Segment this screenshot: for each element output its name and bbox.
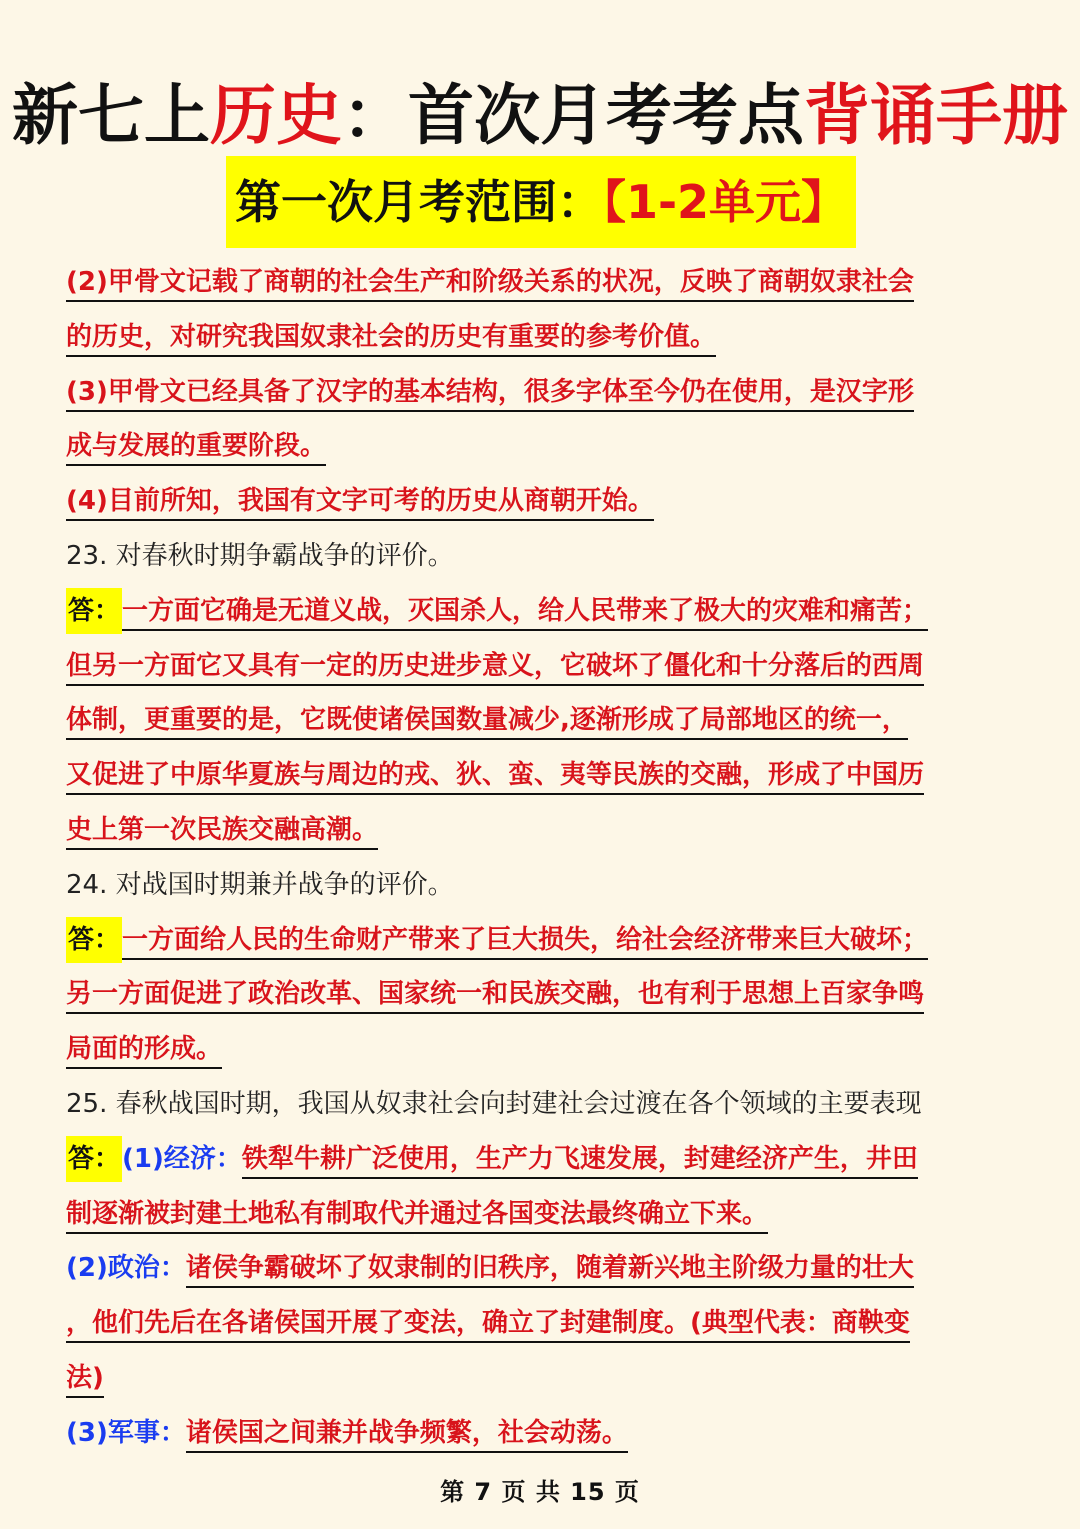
answer-23-line-3: 体制，更重要的是，它既使诸侯国数量减少,逐渐形成了局部地区的统一， — [66, 693, 1016, 748]
answer-25-economy-line-1: 答：(1)经济：铁犁牛耕广泛使用，生产力飞速发展，封建经济产生，井田 — [66, 1132, 1016, 1187]
question-24: 24. 对战国时期兼并战争的评价。 — [66, 869, 454, 900]
answer-label: 答： — [66, 917, 122, 963]
answer-24-line-3: 局面的形成。 — [66, 1022, 1016, 1077]
question-23: 23. 对春秋时期争霸战争的评价。 — [66, 540, 454, 571]
exam-range-banner: 第一次月考范围：【1-2单元】 — [226, 156, 856, 248]
answer-label: 答： — [66, 588, 122, 634]
content-body — [66, 255, 1016, 1461]
point-2-line-2: 的历史，对研究我国奴隶社会的历史有重要的参考价值。 — [66, 310, 1016, 365]
question-25: 25. 春秋战国时期，我国从奴隶社会向封建社会过渡在各个领域的主要表现 — [66, 1088, 922, 1119]
answer-25-politics-line-2: ，他们先后在各诸侯国开展了变法，确立了封建制度。(典型代表：商鞅变 — [66, 1296, 1016, 1351]
answer-23-line-5: 史上第一次民族交融高潮。 — [66, 803, 1016, 858]
answer-23-line-4: 又促进了中原华夏族与周边的戎、狄、蛮、夷等民族的交融，形成了中国历 — [66, 748, 1016, 803]
politics-label: (2)政治： — [66, 1253, 186, 1284]
answer-label: 答： — [66, 1136, 122, 1182]
answer-24-line-2: 另一方面促进了政治改革、国家统一和民族交融，也有利于思想上百家争鸣 — [66, 967, 1016, 1022]
answer-25-politics-line-3: 法) — [66, 1351, 1016, 1406]
point-4-line-1: (4)目前所知，我国有文字可考的历史从商朝开始。 — [66, 474, 1016, 529]
point-2-line-1: (2)甲骨文记载了商朝的社会生产和阶级关系的状况，反映了商朝奴隶社会 — [66, 255, 1016, 310]
military-label: (3)军事： — [66, 1417, 186, 1448]
point-3-line-2: 成与发展的重要阶段。 — [66, 419, 1016, 474]
answer-23-line-2: 但另一方面它又具有一定的历史进步意义，它破坏了僵化和十分落后的西周 — [66, 639, 1016, 694]
answer-23-line-1: 答：一方面它确是无道义战，灭国杀人，给人民带来了极大的灾难和痛苦； — [66, 584, 1016, 639]
answer-25-military-line-1: (3)军事：诸侯国之间兼并战争频繁，社会动荡。 — [66, 1406, 1016, 1461]
page-number: 第 7 页 共 15 页 — [440, 1478, 640, 1506]
economy-label: (1)经济： — [122, 1143, 242, 1174]
answer-25-economy-line-2: 制逐渐被封建土地私有制取代并通过各国变法最终确立下来。 — [66, 1187, 1016, 1242]
page-title: 新七上历史：首次月考考点背诵手册 — [12, 77, 1068, 154]
answer-25-politics-line-1: (2)政治：诸侯争霸破坏了奴隶制的旧秩序，随着新兴地主阶级力量的壮大 — [66, 1241, 1016, 1296]
point-3-line-1: (3)甲骨文已经具备了汉字的基本结构，很多字体至今仍在使用，是汉字形 — [66, 365, 1016, 420]
answer-24-line-1: 答：一方面给人民的生命财产带来了巨大损失，给社会经济带来巨大破坏； — [66, 913, 1016, 968]
